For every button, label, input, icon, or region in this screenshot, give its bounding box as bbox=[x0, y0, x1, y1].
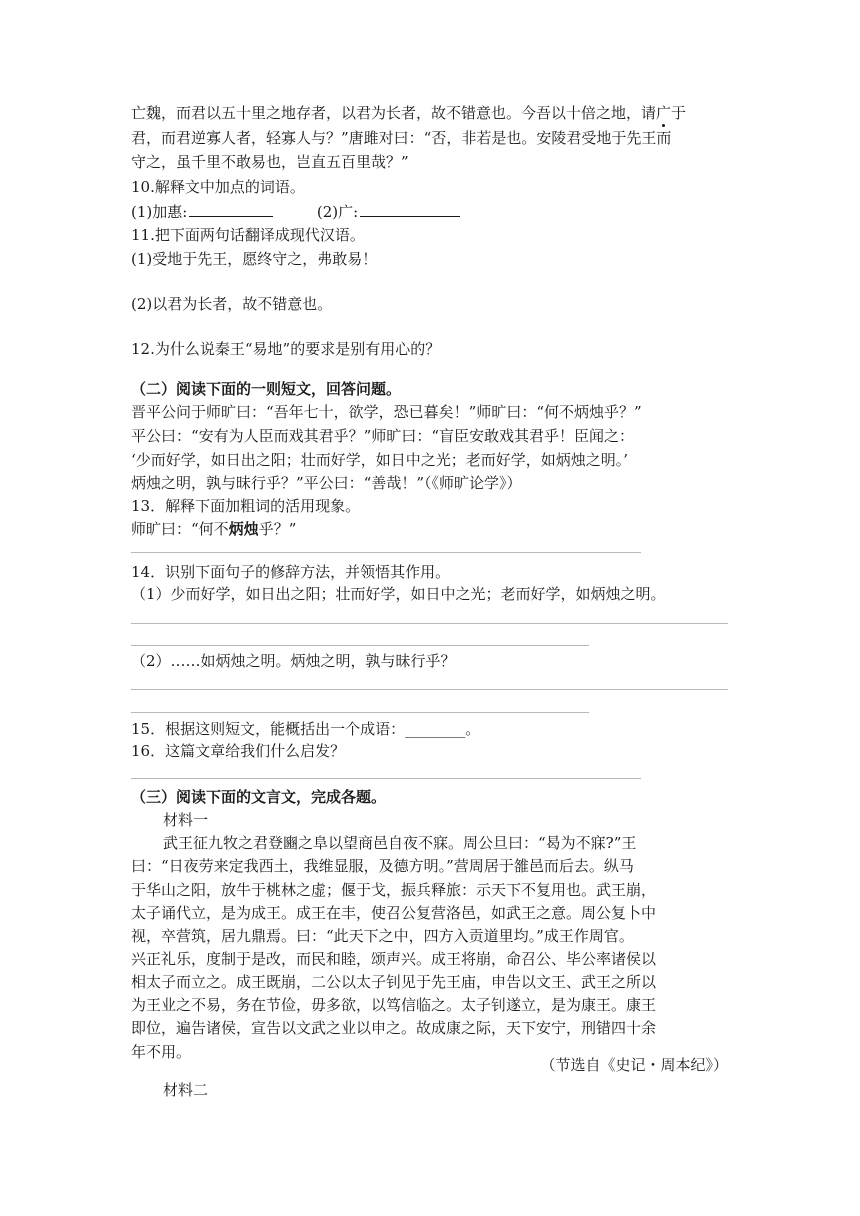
question-12: 12.为什么说秦王“易地”的要求是别有用心的？ bbox=[131, 340, 441, 358]
question-14: 14．识别下面句子的修辞方法，并领悟其作用。 bbox=[131, 563, 451, 581]
question-14-item-2: （2）……如炳烛之明。炳烛之明，孰与昧行乎？ bbox=[131, 652, 456, 670]
answer-line[interactable] bbox=[131, 689, 728, 690]
answer-line[interactable] bbox=[131, 623, 728, 624]
answer-blank-1[interactable] bbox=[189, 201, 273, 217]
answer-label-1: (1)加惠: bbox=[131, 203, 188, 221]
material-1-line: 相太子而立之。成王既崩，二公以太子钊见于先王庙，申告以文王、武王之所以 bbox=[131, 973, 657, 991]
material-1-line: 视，卒营筑，居九鼎焉。曰：“此天下之中，四方入贡道里均。”成王作周官。 bbox=[131, 927, 634, 945]
passage-line: 炳烛之明，孰与昧行乎？”平公曰：“善哉！”（《师旷论学》） bbox=[131, 474, 522, 492]
question-13-prompt: 师旷曰：“何不炳烛乎？” bbox=[131, 520, 297, 538]
question-11-sentence-2: (2)以君为长者，故不错意也。 bbox=[131, 295, 333, 313]
material-1-label: 材料一 bbox=[163, 811, 209, 829]
section-2-heading: （二）阅读下面的一则短文，回答问题。 bbox=[131, 380, 402, 398]
material-1-line: 兴正礼乐，度制于是改，而民和睦，颂声兴。成王将崩，命召公、毕公率诸侯以 bbox=[131, 950, 657, 968]
question-14-item-1: （1）少而好学，如日出之阳；壮而好学，如日中之光；老而好学，如炳烛之明。 bbox=[131, 585, 666, 603]
question-11: 11.把下面两句话翻译成现代汉语。 bbox=[131, 226, 365, 244]
material-1-source: （节选自《史记・周本纪》） bbox=[540, 1056, 728, 1074]
question-15: 15．根据这则短文，能概括出一个成语：________。 bbox=[131, 720, 481, 738]
passage-line: 晋平公问于师旷曰：“吾年七十，欲学，恐已暮矣！”师旷曰：“何不炳烛乎？” bbox=[131, 403, 642, 421]
question-16: 16．这篇文章给我们什么启发？ bbox=[131, 742, 346, 760]
material-1-line: 武王征九牧之君登豳之阜以望商邑自夜不寐。周公旦曰：“曷为不寐?”王 bbox=[163, 834, 637, 852]
answer-line[interactable] bbox=[131, 552, 641, 553]
passage-line: ‘少而好学，如日出之阳；壮而好学，如日中之光；老而好学，如炳烛之明。’ bbox=[131, 451, 629, 469]
material-1-line: 于华山之阳，放牛于桃林之虚；偃于戈，振兵释旅：示天下不复用也。武王崩， bbox=[131, 881, 657, 899]
passage-line: 守之，虽千里不敢易也，岂直五百里哉？” bbox=[131, 153, 409, 171]
bold-word: 炳烛 bbox=[228, 520, 259, 538]
question-11-sentence-1: (1)受地于先王，愿终守之，弗敢易！ bbox=[131, 250, 378, 268]
question-13: 13．解释下面加粗词的活用现象。 bbox=[131, 497, 361, 515]
material-1-line: 即位，遍告诸侯，宣告以文武之业以申之。故成康之际，天下安宁，刑错四十余 bbox=[131, 1019, 657, 1037]
question-10: 10.解释文中加点的词语。 bbox=[131, 178, 305, 196]
material-1-line: 年不用。 bbox=[131, 1043, 192, 1061]
answer-line[interactable] bbox=[131, 778, 641, 779]
material-1-line: 太子诵代立，是为成王。成王在丰，使召公复营洛邑，如武王之意。周公复卜中 bbox=[131, 904, 657, 922]
passage-line: 君，而君逆寡人者，轻寡人与？”唐雎对曰：“否，非若是也。安陵君受地于先王而 bbox=[131, 129, 672, 147]
answer-line[interactable] bbox=[131, 645, 589, 646]
material-2-label: 材料二 bbox=[163, 1081, 209, 1099]
section-3-heading: （三）阅读下面的文言文，完成各题。 bbox=[131, 788, 387, 806]
passage-line: 亡魏，而君以五十里之地存者，以君为长者，故不错意也。今吾以十倍之地，请广于 bbox=[131, 104, 687, 122]
passage-line: 平公曰：“安有为人臣而戏其君乎？”师旷曰：“盲臣安敢戏其君乎！臣闻之： bbox=[131, 427, 635, 445]
question-10-answers bbox=[131, 201, 460, 222]
dotted-word: 广 bbox=[656, 104, 672, 122]
material-1-line: 曰：“日夜劳来定我西土，我维显服，及德方明。”营周居于雒邑而后去。纵马 bbox=[131, 857, 634, 875]
answer-label-2: (2)广: bbox=[316, 203, 359, 221]
answer-line[interactable] bbox=[131, 712, 589, 713]
answer-blank-2[interactable] bbox=[360, 201, 460, 217]
material-1-line: 为王业之不易，务在节俭，毋多欲，以笃信临之。太子钊遂立，是为康王。康王 bbox=[131, 996, 657, 1014]
